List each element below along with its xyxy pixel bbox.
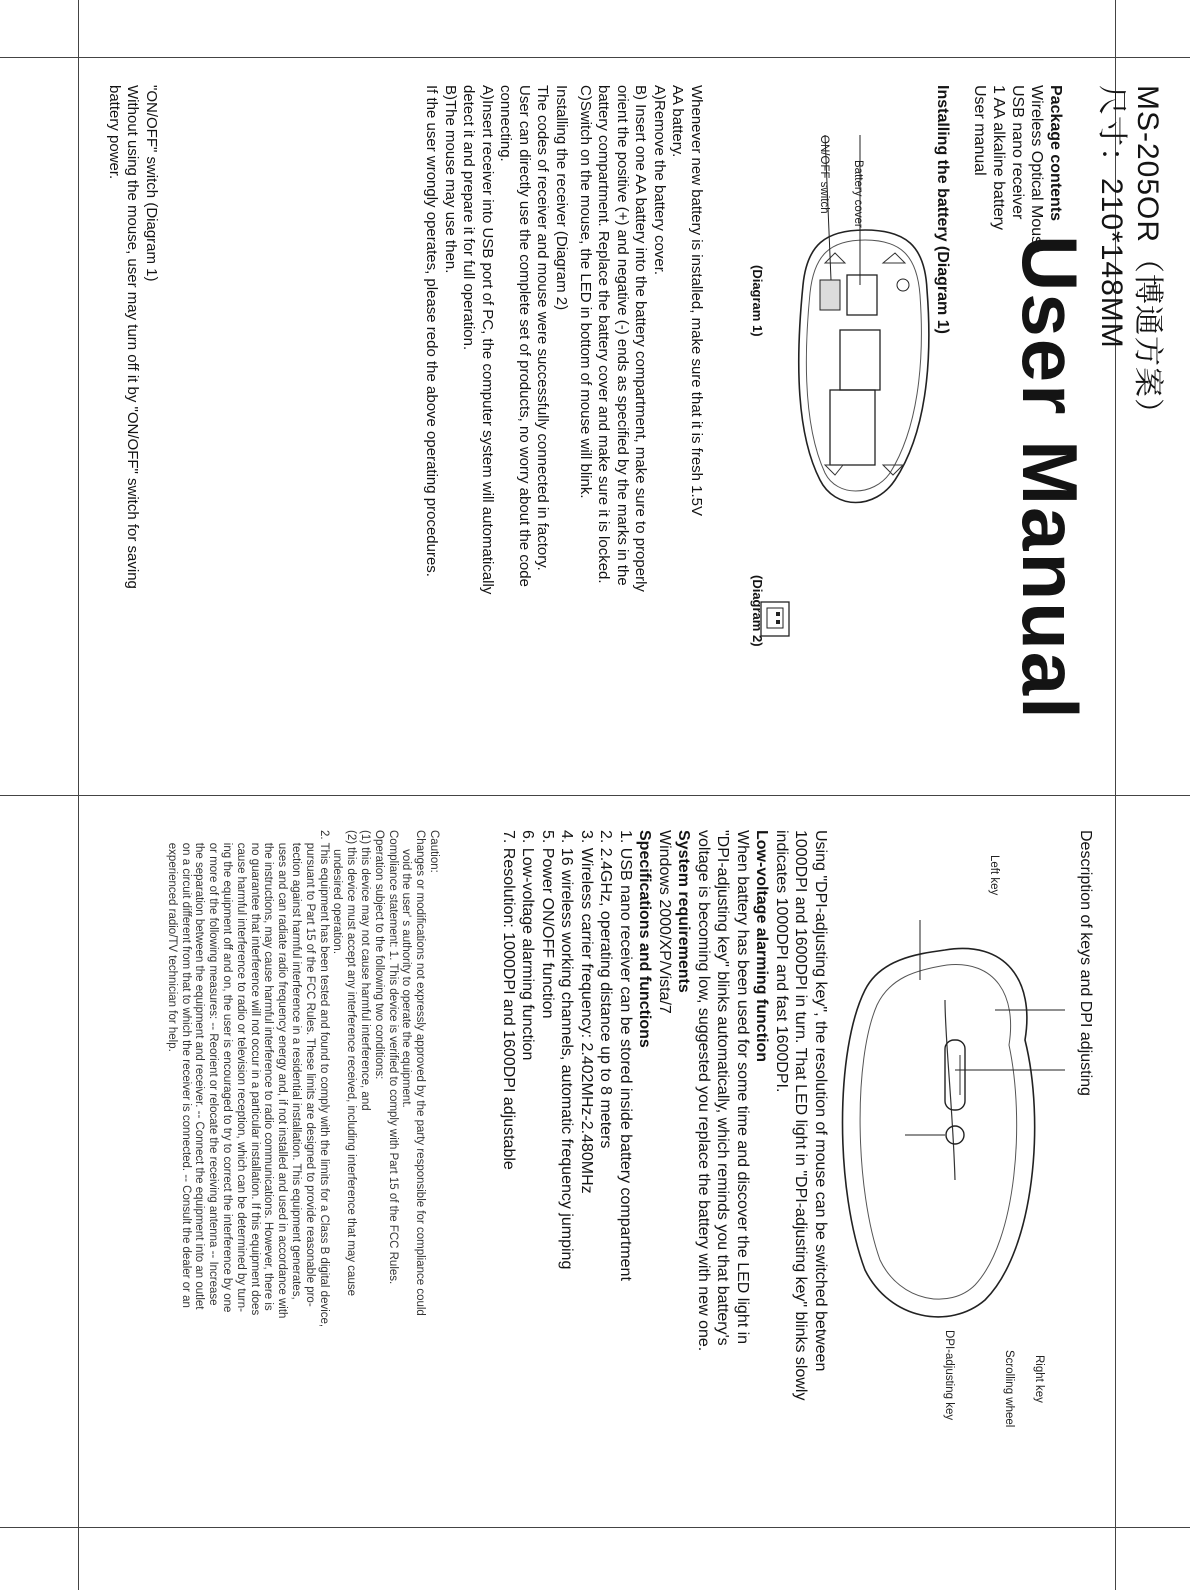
package-item: USB nano receiver <box>1009 85 1026 220</box>
spec-item: 3. Wireless carrier frequency: 2.402MHz-2.480MHz <box>578 830 595 1194</box>
package-contents <box>970 85 1065 253</box>
caution-line: tection against harmful interference in a residential installation. This equipment generates, <box>290 830 303 1300</box>
dpi-line: Using "DPI-adjusting key", the resolution of mouse can be switched between <box>812 830 829 1372</box>
caution-line: uses and can radiate radio frequency energy and, if not installed and used in accordance with <box>276 830 289 1319</box>
dpi-key-label: DPI-adjusting key <box>943 1330 955 1421</box>
spec-item: 2. 2.4GHz, operating distance up to 8 meters <box>597 830 615 1149</box>
caution-line: 2. This equipment has been tested and found to comply with the limits for a Class B digital device, <box>317 830 330 1328</box>
lowvolt-line: "DPI-adjusting key" blinks automatically, which reminds you that battery's <box>714 830 732 1346</box>
receiver-line: A)Insert receiver into USB port of PC, the computer system will automatically <box>479 85 496 595</box>
receiver-line: B)The mouse may use then. <box>442 85 459 274</box>
caution-line: ing the equipment off and on, the user is encouraged to try to correct the interference by one <box>221 830 234 1313</box>
spec-item: 6. Low-voltage alarming function <box>519 830 537 1061</box>
caution-line: pursuant to Part 15 of the FCC Rules. These limits are designed to provide reasonable pro- <box>303 830 316 1307</box>
onoff-instructions <box>105 85 161 765</box>
onoff-line: "ON/OFF" switch (Diagram 1) <box>143 85 160 282</box>
onoff-line: Without using the mouse, user may turn off it by "ON/OFF" switch for saving <box>124 85 142 589</box>
battery-step: battery compartment. Replace the battery cover and make sure it is locked. <box>595 85 613 584</box>
spec-item: 5. Power ON/OFF function <box>539 830 556 1019</box>
battery-step: C)Switch on the mouse, the LED in bottom of mouse will blink. <box>577 85 594 499</box>
receiver-line: The codes of receiver and mouse were successfully connected in factory. <box>534 85 552 571</box>
receiver-instructions <box>422 85 570 765</box>
caution-line: Caution: <box>428 830 440 873</box>
lowvolt-heading: Low-voltage alarming function <box>753 830 771 1063</box>
spec-item: 1. USB nano receiver can be stored inside battery compartment <box>617 830 634 1281</box>
manual-title: User Manual <box>1006 235 1094 721</box>
battery-step: B) Insert one AA battery into the battery compartment, make sure to properly <box>632 85 650 592</box>
caution-line: Changes or modifications not expressly approved by the party responsible for compliance could <box>414 830 427 1316</box>
panel-front <box>75 85 1165 765</box>
caution-line: (2) this device must accept any interference received, including interference that may cause <box>345 830 358 1296</box>
crop-line-top <box>0 57 1190 58</box>
diagram2-label: (Diagram 2) <box>750 575 765 647</box>
keys-heading: Description of keys and DPI adjusting <box>1077 830 1094 1096</box>
caution-line: on a circuit different from that to which the receiver is connected. -- Consult the dealer or an <box>179 830 192 1308</box>
onoff-switch-label: ON/OFF switch <box>818 135 830 214</box>
battery-cover-label: Battery cover <box>852 160 864 228</box>
caution-line: the instructions, may cause harmful interference to radio communications. However, there is <box>262 830 275 1311</box>
caution-line: void the user' s authority to operate the equipment. <box>400 830 413 1108</box>
caution-line: Operation subject to the following two conditions: <box>372 830 385 1080</box>
battery-steps <box>576 85 706 765</box>
package-item: Wireless Optical Mouse <box>1028 85 1045 254</box>
sheet-header <box>1093 85 1165 429</box>
print-size: 尺寸：210*148MM <box>1095 85 1128 349</box>
diagram1-label: (Diagram 1) <box>750 265 765 337</box>
caution-line: Compliance statement: 1. This device is verified to comply with Part 15 of the FCC Rules. <box>386 830 399 1285</box>
spec-item: 4. 16 wireless working channels, automatic frequency jumping <box>558 830 576 1270</box>
lowvolt-line: voltage is becoming low, suggested you replace the battery with new one. <box>695 830 712 1352</box>
caution-line: experienced radio/TV technician for help. <box>165 830 178 1052</box>
receiver-line: Installing the receiver (Diagram 2) <box>553 85 570 311</box>
lowvolt-line: When battery has been used for some time and discover the LED light in <box>734 830 751 1345</box>
dpi-description <box>499 830 831 1530</box>
sysreq-os: Windows 2000/XP/Vista/7 <box>656 830 673 1014</box>
model-number: MS-205OR（博通方案） <box>1131 85 1164 430</box>
caution-line: cause harmful interference to radio or television reception, which can be determined by turn- <box>234 830 247 1312</box>
spec-item: 7. Resolution: 1000DPI and 1600DPI adjustable <box>500 830 517 1170</box>
scrolling-wheel-label: Scrolling wheel <box>1003 1350 1015 1428</box>
dpi-line: 1000DPI and 1600DPI in turn. That LED light in "DPI-adjusting key" blinks slowly <box>792 830 810 1401</box>
caution-line: undesired operation. <box>331 830 344 955</box>
package-item: User manual <box>971 85 988 176</box>
mouse-bottom-diagram <box>795 135 935 515</box>
receiver-line: detect it and prepare it for full operation. <box>460 85 478 351</box>
sysreq-heading: System requirements <box>675 830 693 993</box>
battery-heading: Installing the battery (Diagram 1) <box>934 85 951 334</box>
package-item: 1 AA alkaline battery <box>990 85 1007 230</box>
battery-step: Whenever new battery is installed, make sure that it is fresh 1.5V <box>688 85 705 517</box>
mouse-top-diagram <box>835 920 1065 1340</box>
battery-step: AA battery. <box>669 85 687 158</box>
fcc-caution <box>164 830 440 1530</box>
caution-line: no guarantee that interference will not occur in a particular installation. If this equipment does <box>248 830 261 1316</box>
panel-back <box>85 830 1095 1530</box>
receiver-line: connecting. <box>497 85 515 162</box>
left-key-label: Left key <box>988 855 1000 896</box>
receiver-line: User can directly use the complete set of products, no worry about the code <box>516 85 533 587</box>
receiver-line: If the user wrongly operates, please redo the above operating procedures. <box>423 85 441 577</box>
fold-line-middle <box>0 795 1190 796</box>
caution-line: (1) this device may not cause harmful interference, and <box>359 830 372 1111</box>
right-key-label: Right key <box>1033 1355 1045 1403</box>
onoff-line: battery power. <box>106 85 123 180</box>
dpi-line: indicates 1000DPI and fast 1600DPI. <box>773 830 790 1093</box>
battery-step: A)Remove the battery cover. <box>651 85 668 276</box>
caution-line: the separation between the equipment and receiver. -- Connect the equipment into an outlet <box>193 830 206 1310</box>
battery-step: orient the positive (+) and negative (-) ends as specified by the marks in the <box>614 85 631 586</box>
package-heading: Package contents <box>1047 85 1064 222</box>
caution-line: or more of the following measures: -- Reorient or relocate the receiving antenna -- Increase <box>207 830 220 1306</box>
specs-heading: Specifications and functions <box>636 830 654 1048</box>
